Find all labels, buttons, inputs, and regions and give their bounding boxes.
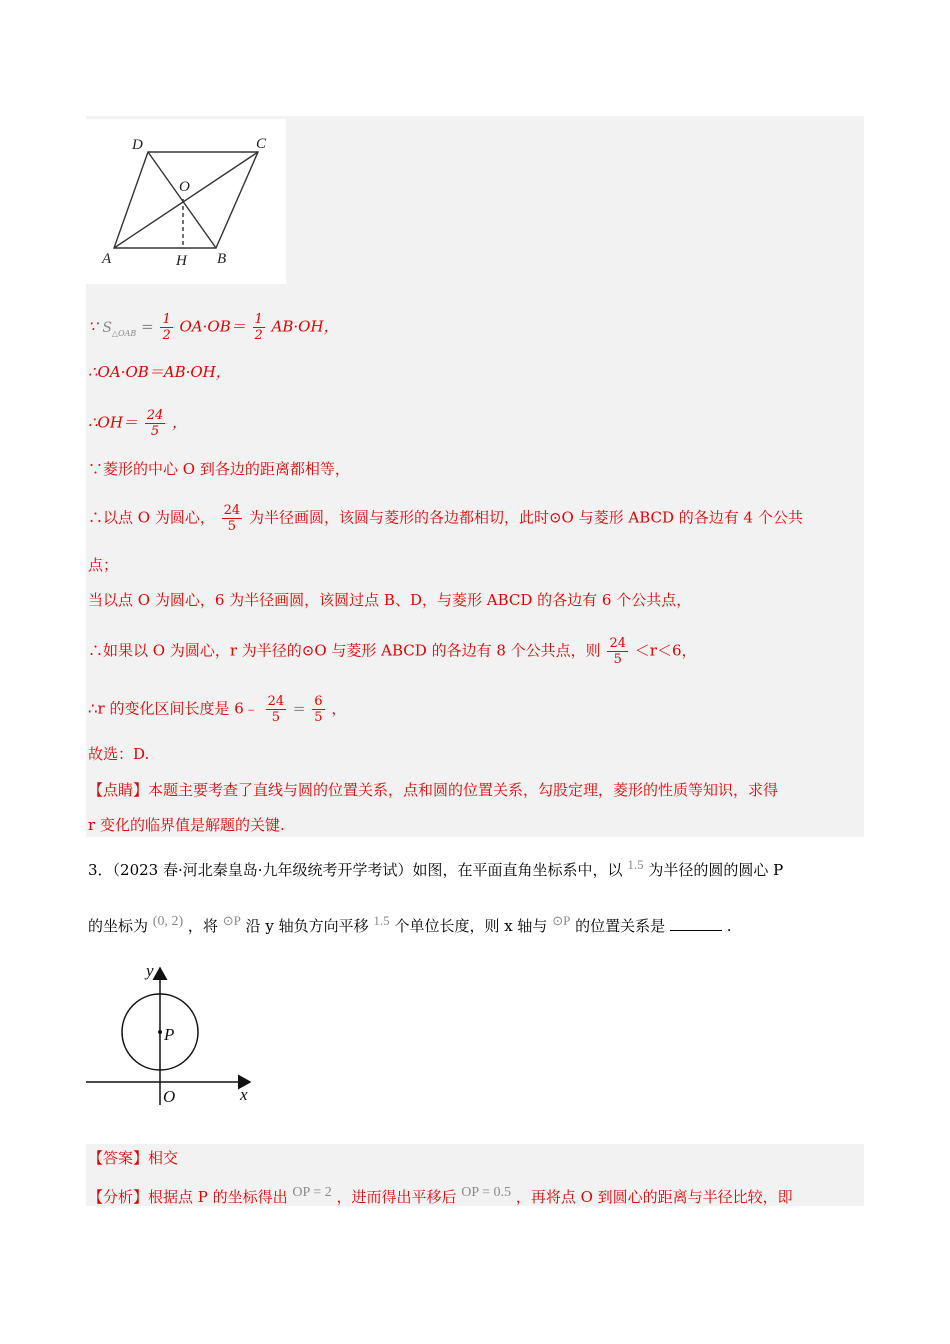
op-equals-half: OP = 0.5: [461, 1185, 512, 1200]
label-x: x: [240, 1085, 248, 1104]
oa-ob-text: OA·OB＝: [179, 317, 246, 336]
solution-line-5: ∴以点 O 为圆心， $\frac{24}{5}$ 为半径画圆，该圆与菱形的各边都相切，此时⊙O 与菱形 ABCD 的各边有 4 个公共: [88, 503, 803, 534]
solution-line-7: 当以点 O 为圆心，6 为半径画圆，该圆过点 B、D，与菱形 ABCD 的各边有 6 个公共点，: [88, 591, 692, 609]
center-point: [158, 1030, 162, 1034]
rhombus-diagram: [86, 119, 286, 284]
label-b: B: [217, 251, 227, 267]
analysis-line: 【分析】根据点 P 的坐标得出 $^{OP = 2}$ ，进而得出平移后 $^{OP = 0.5}$ ，再将点 O 到圆心的距离与半径比较，即: [88, 1185, 793, 1206]
radius-value: 1.5: [627, 857, 644, 872]
shift-value: 1.5: [373, 913, 390, 928]
because-symbol: ∵: [88, 317, 98, 336]
lower-bound-fraction: $\frac{24}{5}$: [609, 636, 626, 667]
solution-line-12: r 变化的临界值是解题的关键.: [88, 816, 285, 834]
solution-line-3: ∴OH＝ $\frac{24}{5}$ ，: [88, 408, 188, 439]
question3-line-2: 的坐标为 $^{(0, 2)}$ ，将 $^{⊙P}$ 沿 y 轴负方向平移 $^{1.5}$ 个单位长度，则 x 轴与 $^{⊙P}$ 的位置关系是 .: [88, 913, 732, 935]
radius-fraction: $\frac{24}{5}$: [223, 503, 241, 534]
solution-line-11: 【点睛】本题主要考查了直线与圆的位置关系，点和圆的位置关系，勾股定理，菱形的性质等知识，求得: [88, 781, 779, 799]
half-fraction-2: $\frac{1}{2}$: [254, 312, 263, 343]
solution-line-6: 点；: [88, 556, 119, 574]
oh-fraction: $\frac{24}{5}$: [146, 408, 164, 439]
label-y: y: [146, 961, 154, 980]
label-c: C: [256, 136, 267, 152]
center-coordinate: (0, 2): [152, 914, 184, 929]
area-symbol: $S_{\triangle OAB}$: [102, 319, 137, 338]
diagonal-bd: [148, 152, 216, 248]
solution-line-4: ∵菱形的中心 O 到各边的距离都相等，: [88, 460, 350, 478]
solution-line-10: 故选：D.: [88, 745, 150, 763]
solution-line-8: ∴如果以 O 为圆心，r 为半径的⊙O 与菱形 ABCD 的各边有 8 个公共点，则 $\frac{24}{5}$ ＜r＜6，: [88, 636, 697, 667]
op-equals-2: OP = 2: [292, 1185, 332, 1200]
coordinate-figure: [86, 958, 266, 1108]
question3-line-1: 3．（2023 春·河北秦皇岛·九年级统考开学考试）如图，在平面直角坐标系中，以 $^{1.5}$ 为半径的圆的圆心 P: [88, 857, 784, 879]
solution-line-2: ∴OA·OB＝AB·OH，: [88, 363, 231, 381]
label-d: D: [132, 137, 143, 153]
coordinate-diagram: [86, 958, 266, 1108]
ab-oh-text: AB·OH，: [271, 317, 339, 336]
label-origin: O: [163, 1087, 176, 1106]
label-o: O: [179, 179, 190, 195]
label-a: A: [102, 251, 112, 267]
interval-fraction-1: $\frac{24}{5}$: [267, 694, 285, 725]
interval-fraction-2: $\frac{6}{5}$: [314, 694, 323, 725]
solution-line-1: [88, 312, 339, 343]
solution-line-9: ∴r 的变化区间长度是 6﹣ $\frac{24}{5}$ = $\frac{6}{5}$ ，: [88, 694, 347, 725]
equals-sign: =: [141, 317, 154, 336]
half-fraction-1: $\frac{1}{2}$: [162, 312, 171, 343]
answer-blank: [670, 918, 722, 931]
rhombus-figure: [86, 119, 286, 284]
circle-p-symbol-2: ⊙P: [552, 913, 571, 928]
label-p: P: [164, 1025, 175, 1044]
answer-line: 【答案】相交: [88, 1149, 179, 1167]
circle-p-symbol: ⊙P: [222, 913, 241, 928]
label-h: H: [176, 253, 187, 269]
